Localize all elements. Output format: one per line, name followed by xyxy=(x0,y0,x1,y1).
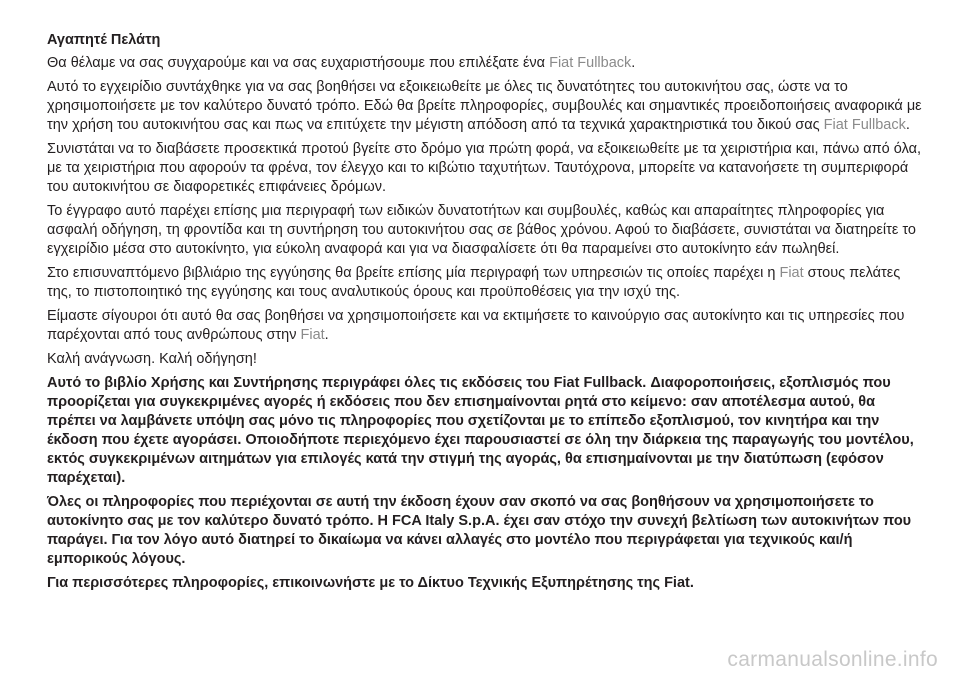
text-segment: Θα θέλαμε να σας συγχαρούμε και να σας ευχαριστήσουμε που επιλέξατε ένα xyxy=(47,55,550,71)
text-segment: Αυτό το εγχειρίδιο συντάχθηκε για να σας βοηθήσει να εξοικειωθείτε με όλες τις δυνατότητες του αυτοκινήτου σας, ώστε να το χρησιμοποιήσετε με τον καλύτερο δυνατό τρόπο. Εδώ θα βρείτε πληροφορίες, συμβουλές και σημαντικές προειδοποιήσεις αναφορικά με την χρήση του αυτοκινήτου σας και πως να επιτύχετε την μέγιστη απόδοση από τα τεχνικά χαρακτηριστικά του δικού σας xyxy=(47,79,922,133)
body-text xyxy=(47,54,927,593)
body-paragraph xyxy=(47,78,927,135)
text-segment: Για περισσότερες πληροφορίες, επικοινωνήστε με το Δίκτυο Τεχνικής Εξυπηρέτησης της Fiat. xyxy=(47,575,694,591)
text-segment: Καλή ανάγνωση. Καλή οδήγηση! xyxy=(47,351,257,367)
brand-name: Fiat Fullback xyxy=(823,117,906,133)
text-segment: . xyxy=(324,327,329,343)
body-paragraph xyxy=(47,202,927,259)
watermark: carmanualsonline.info xyxy=(727,648,938,671)
notice-paragraph xyxy=(47,374,927,488)
brand-name: Fiat Fullback xyxy=(549,55,632,71)
text-segment: . xyxy=(631,55,636,71)
notice-paragraph xyxy=(47,574,927,593)
text-segment: Είμαστε σίγουροι ότι αυτό θα σας βοηθήσει να χρησιμοποιήσετε και να εκτιμήσετε το καινούργιο σας αυτοκίνητο και τις υπηρεσίες που παρέχονται από τους ανθρώπους στην xyxy=(47,308,905,343)
text-segment: Στο επισυναπτόμενο βιβλιάριο της εγγύησης θα βρείτε επίσης μία περιγραφή των υπηρεσιών τις οποίες παρέχει η xyxy=(47,265,780,281)
brand-name: Fiat xyxy=(300,327,325,343)
body-paragraph xyxy=(47,54,927,73)
text-segment: Όλες οι πληροφορίες που περιέχονται σε αυτή την έκδοση έχουν σαν σκοπό να σας βοηθήσουν να χρησιμοποιήσετε το αυτοκίνητο σας με τον καλύτερο δυνατό τρόπο. Η FCA Italy S.p.A. έχει σαν στόχο την συνεχή βελτίωση των αυτοκινήτων που παράγει. Για τον λόγο αυτό διατηρεί το δικαίωμα να κάνει αλλαγές στο μοντέλο που περιγράφεται για τεχνικούς και/ή εμπορικούς λόγους. xyxy=(47,494,912,567)
text-segment: στους πελάτες της, το πιστοποιητικό της εγγύησης και τους αναλυτικούς όρους και προϋποθέσεις για την ισχύ της. xyxy=(47,265,901,300)
page-title: Αγαπητέ Πελάτη xyxy=(47,32,161,48)
text-segment: . xyxy=(905,117,910,133)
body-paragraph xyxy=(47,307,927,345)
body-paragraph xyxy=(47,264,927,302)
brand-name: Fiat xyxy=(779,265,804,281)
text-segment: Το έγγραφο αυτό παρέχει επίσης μια περιγραφή των ειδικών δυνατοτήτων και συμβουλές, καθώς και απαραίτητες πληροφορίες για ασφαλή οδήγηση, τη φροντίδα και τη συντήρηση του αυτοκινήτου σας σε βάθος χρόνου. Αφού το διαβάσετε, συνιστάται να διατηρείτε το εγχειρίδιο μέσα στο αυτοκίνητο, για εύκολη αναφορά και για να διασφαλίσετε ότι θα παραμείνει στο αυτοκίνητο εάν πωληθεί. xyxy=(47,203,916,257)
notice-paragraph xyxy=(47,493,927,569)
text-segment: Συνιστάται να το διαβάσετε προσεκτικά προτού βγείτε στο δρόμο για πρώτη φορά, να εξοικειωθείτε με τα χειριστήρια και, πάνω από όλα, με τα χειριστήρια που αφορούν τα φρένα, τον έλεγχο και το κιβώτιο ταχυτήτων. Ταυτόχρονα, μπορείτε να κατανοήσετε τη συμπεριφορά του αυτοκινήτου σε διαφορετικές επιφάνειες δρόμων. xyxy=(47,141,922,195)
body-paragraph xyxy=(47,350,927,369)
body-paragraph xyxy=(47,140,927,197)
text-segment: Αυτό το βιβλίο Χρήσης και Συντήρησης περιγράφει όλες τις εκδόσεις του Fiat Fullback. Διαφοροποιήσεις, εξοπλισμός που προορίζεται για συγκεκριμένες αγορές ή εκδόσεις που δεν επισημαίνονται ρητά στο κείμενο: σαν αποτέλεσμα αυτού, θα πρέπει να λαμβάνετε υπόψη σας μόνο τις πληροφορίες που σχετίζονται με το επίπεδο εξοπλισμού, τον κινητήρα και την έκδοση που έχετε αγοράσει. Οποιοδήποτε περιεχόμενο έχει παρουσιαστεί σε όλη την διάρκεια της παραγωγής του μοντέλου, εκτός συγκεκριμένων αιτημάτων για επιλογές κατά την στιγμή της αγοράς, θα επισημαίνονται με την διατύπωση (εφόσον παρέχεται). xyxy=(47,375,914,486)
manual-page xyxy=(47,30,927,598)
